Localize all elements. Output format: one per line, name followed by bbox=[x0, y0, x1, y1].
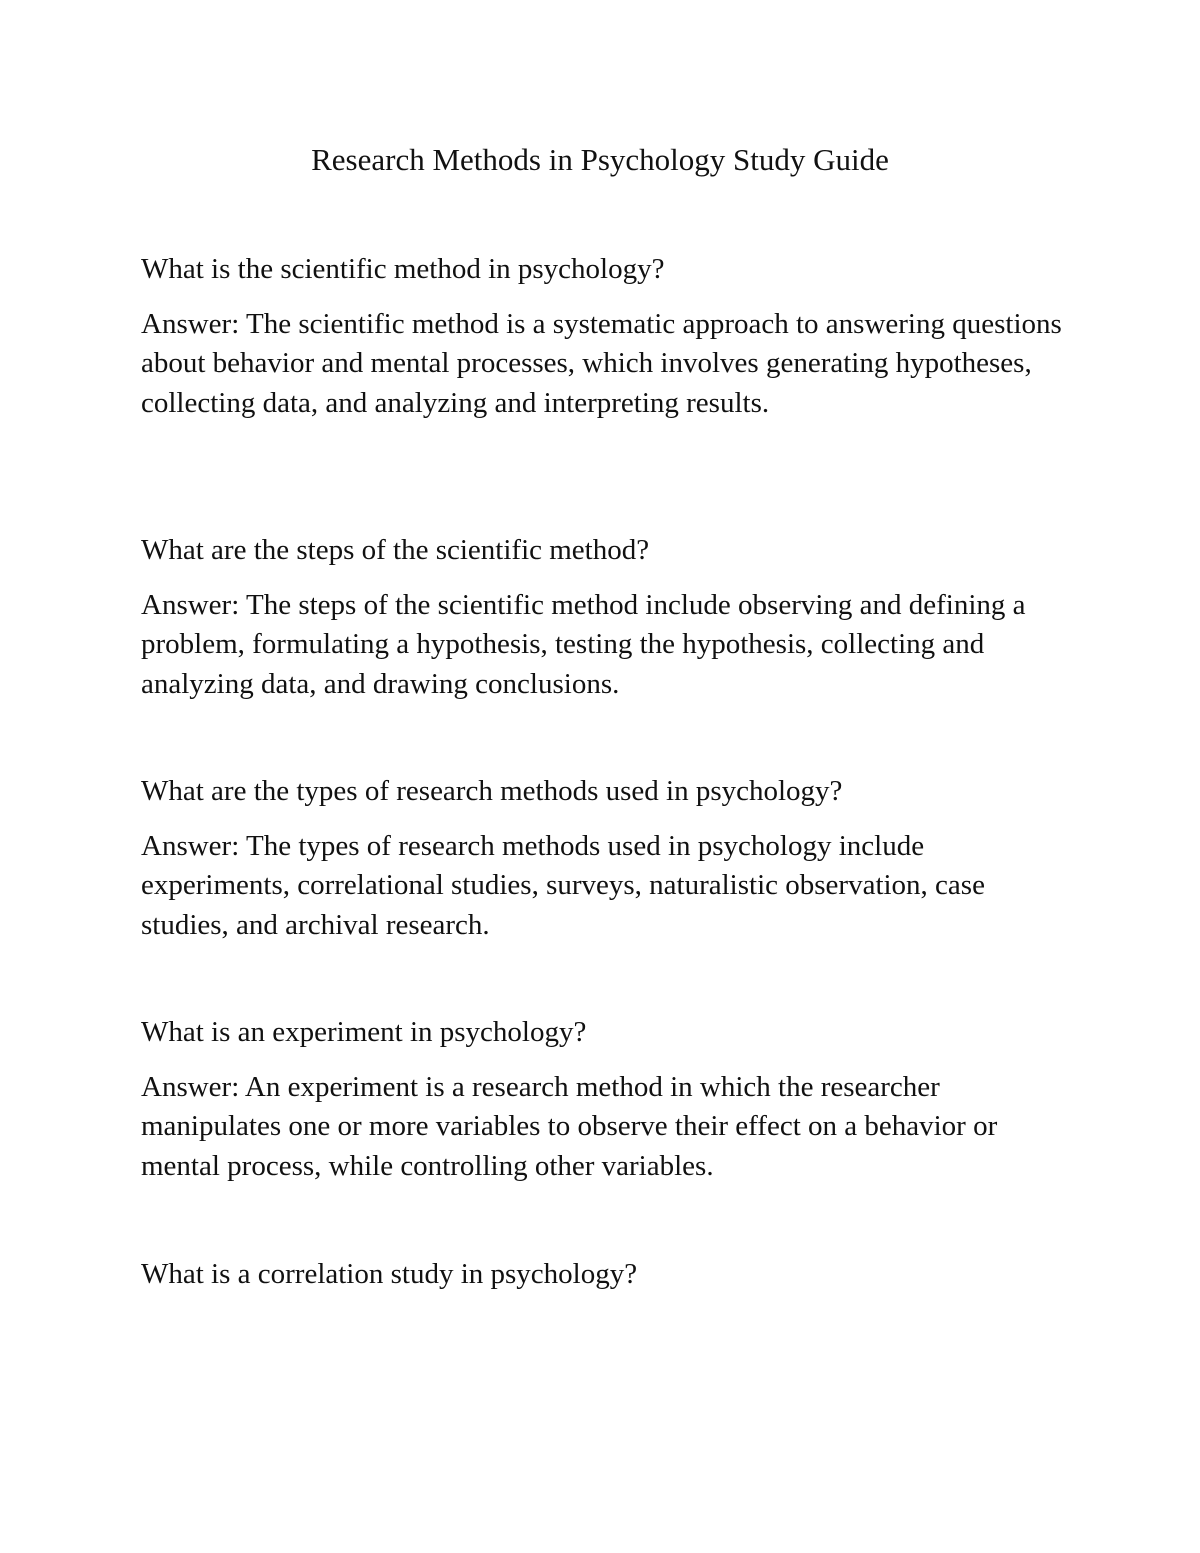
answer-1: Answer: The scientific method is a systematic approach to answering questions about behavior and mental processes, which involves generating hypotheses, collecting data, and analyzing and interpreting results. bbox=[141, 308, 1062, 419]
question-2: What are the steps of the scientific method? bbox=[141, 534, 650, 566]
question-5: What is a correlation study in psychology? bbox=[141, 1258, 638, 1290]
answer-4: Answer: An experiment is a research method in which the researcher manipulates one or more variables to observe their effect on a behavior or mental process, while controlling other variables. bbox=[141, 1071, 998, 1182]
answer-2: Answer: The steps of the scientific method include observing and defining a problem, formulating a hypothesis, testing the hypothesis, collecting and analyzing data, and drawing conclusions. bbox=[141, 589, 1026, 700]
page-title: Research Methods in Psychology Study Guide bbox=[311, 142, 889, 177]
question-4: What is an experiment in psychology? bbox=[141, 1016, 587, 1048]
answer-3: Answer: The types of research methods used in psychology include experiments, correlational studies, surveys, naturalistic observation, case studies, and archival research. bbox=[141, 830, 985, 941]
question-3: What are the types of research methods used in psychology? bbox=[141, 775, 843, 807]
question-1: What is the scientific method in psychology? bbox=[141, 253, 665, 285]
